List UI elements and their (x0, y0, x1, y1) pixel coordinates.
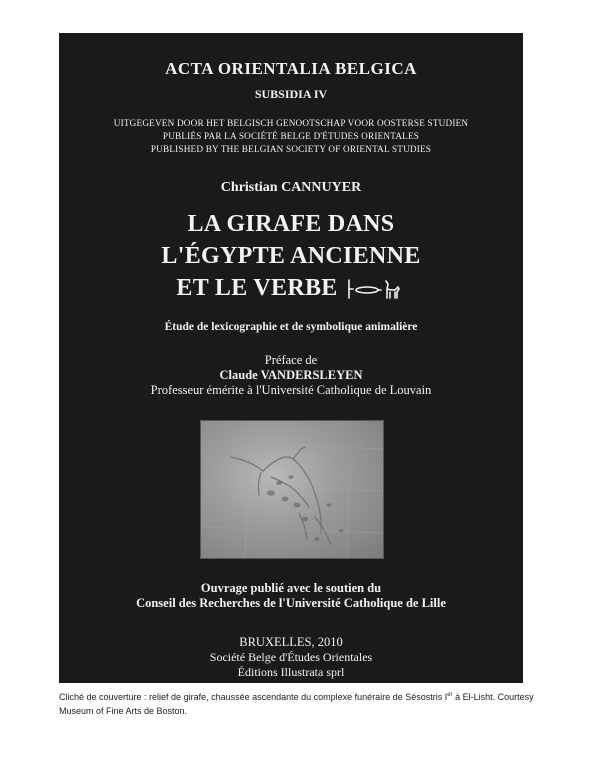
support-line-2: Conseil des Recherches de l'Université Catholique de Lille (136, 596, 446, 610)
publisher-line-french: PUBLIÉS PAR LA SOCIÉTÉ BELGE D'ÉTUDES ORIENTALES (162, 131, 420, 141)
giraffe-relief-photo (200, 420, 384, 559)
hieroglyph-icon (346, 277, 406, 301)
publisher-line-dutch: UITGEGEVEN DOOR HET BELGISCH GENOOTSCHAP VOOR OOSTERSE STUDIEN (113, 118, 469, 128)
series-subsidia: SUBSIDIA IV (254, 87, 328, 101)
preface-author-role: Professeur émérite à l'Université Catholique de Louvain (150, 383, 432, 397)
publication-city-year: BRUXELLES, 2010 (239, 635, 343, 649)
support-line-1: Ouvrage publié avec le soutien du (200, 581, 382, 595)
publisher-line-english: PUBLISHED BY THE BELGIAN SOCIETY OF ORIENTAL STUDIES (150, 144, 432, 154)
book-title-line-2: L'ÉGYPTE ANCIENNE (161, 243, 421, 269)
preface-author: Claude VANDERSLEYEN (219, 368, 363, 382)
book-title-line-1: LA GIRAFE DANS (187, 211, 395, 237)
caption-superscript: er (447, 692, 453, 698)
book-title-line-3-text: ET LE VERBE (176, 275, 338, 301)
publisher-editions: Éditions Illustrata sprl (237, 665, 345, 679)
book-title-line-3 (59, 275, 523, 302)
cover-caption (59, 688, 549, 718)
author-name: Christian CANNUYER (220, 180, 362, 195)
book-cover (59, 33, 523, 683)
publisher-society: Société Belge d'Études Orientales (209, 650, 373, 664)
caption-text: Cliché de couverture : relief de girafe, chaussée ascendante du complexe funéraire de Sésostris I (59, 692, 448, 702)
book-subtitle: Étude de lexicographie et de symbolique animalière (164, 321, 418, 333)
caption-text-continued: à El-Lisht. Courtesy Museum of Fine Arts de Boston. (59, 692, 534, 716)
series-title: ACTA ORIENTALIA BELGICA (165, 59, 417, 78)
preface-label: Préface de (264, 353, 318, 367)
giraffe-relief-image (201, 421, 383, 558)
